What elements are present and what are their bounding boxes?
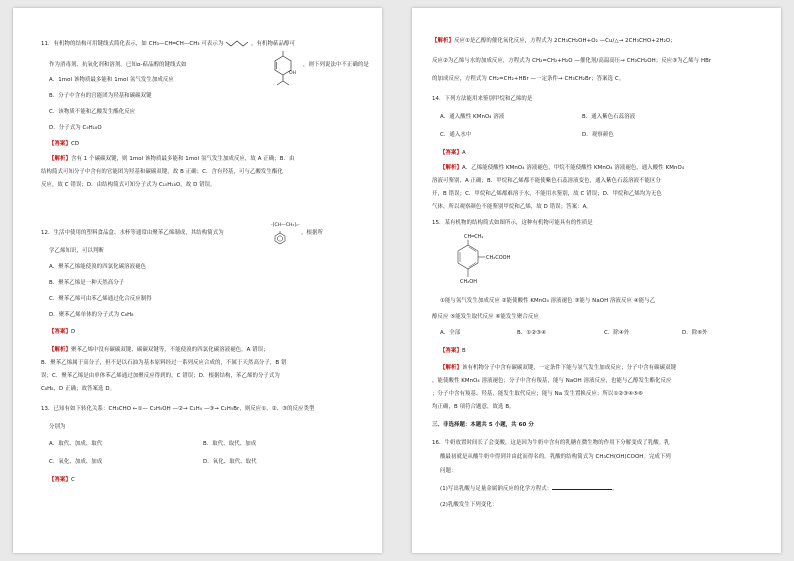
q14-answer: 【答案】A: [440, 150, 466, 156]
document-page-left: [13, 8, 382, 553]
q11-stem-line1: 11．有机物的结构可用键线式简化表示，如 CH₃—CH═CH—CH₃ 可表示为 ，有机物萜品醇可: [41, 41, 295, 47]
q14-explanation-line3: 开，B 错误；C．甲烷和乙烯都难溶于水，不能用水鉴别，故 C 错误；D．甲烷和乙烯均为无色: [432, 191, 662, 197]
q13-explanation-line1: 【解析】反应①是乙醇的催化氧化反应，方程式为 2CH₃CH₂OH+O₂ —Cu/△→ 2CH₃CHO+2H₂O；: [432, 38, 676, 44]
q16-stem-line2: 酸最初就是从酸牛奶中得到并由此而得名的。乳酸的结构简式为 CH₃CH(OH)COOH。完成下列: [440, 454, 671, 460]
q12-stem-line1-end: 。根据所: [301, 230, 323, 236]
q12-option-c: C．聚苯乙烯可由苯乙烯通过化合反应制得: [49, 296, 152, 302]
q11-explanation-line3: 反应，故 C 错误；D．由结构简式可知分子式为 C₁₀H₁₈O，故 D 错误。: [41, 182, 216, 188]
butene-skeletal-icon: [225, 40, 249, 47]
q15-explanation-line2: ，能使酸性 KMnO₄ 溶液褪色；分子中含有羧基，能与 NaOH 溶液反应，也能与乙醇发生酯化反应: [432, 378, 672, 384]
q12-explanation-line2: B．聚苯乙烯属于高分子，但不是以石油为基本原料经过一系列反应合成的，不属于天然高分子，B 错: [41, 360, 287, 366]
q13-option-d: D．氧化、取代、取代: [203, 459, 257, 465]
q15-benzene-structure-icon: [452, 240, 486, 280]
q12-explanation-line3: 误；C．聚苯乙烯是由单体苯乙烯通过加聚反应得到的，C 错误；D．根据结构，苯乙烯的分子式为: [41, 373, 280, 379]
q11-answer: 【答案】CD: [49, 141, 80, 147]
q12-explanation-line1: 【解析】聚苯乙烯中没有碳碳双键、碳碳双键等，不能使溴的四氯化碳溶液褪色，A 错误；: [49, 347, 269, 353]
q13-stem-line1: 13．已知有如下转化关系：CH₃CHO ←①— C₂H₅OH —②→ C₂H₄ —③→ C₂H₅Br，则反应①、②、③的反应类型: [41, 406, 315, 412]
q13-explanation-line3: 的加成反应，方程式为 CH₂=CH₂+HBr —一定条件→ CH₃CH₂Br；答案选 C。: [432, 76, 625, 82]
q13-option-a: A．取代、加成、取代: [49, 441, 103, 447]
q15-substituent-vinyl: CH═CH₂: [464, 234, 484, 240]
q14-option-c: C．通入水中: [440, 132, 472, 138]
q15-explanation-line1: 【解析】该有机物分子中含有碳碳双键，一定条件下能与氢气发生加成反应；分子中含有碳碳双键: [440, 365, 677, 371]
q11-stem-line2: 作为消毒剂、抗氧化剂和溶剂。已知α-萜品醇的键线式如: [49, 62, 187, 68]
q11-option-c: C．该物质不能和乙酸发生酯化反应: [49, 109, 136, 115]
q12-option-b: B．聚苯乙烯是一种天然高分子: [49, 280, 125, 286]
q11-explanation-line1: 【解析】含有 1 个碳碳双键，则 1mol 该物质最多能和 1mol 氢气发生加成反应，故 A 正确；B．由: [49, 156, 295, 162]
q13-stem-line2: 分别为: [49, 424, 66, 430]
q11-stem-line2-end: ，则下列说法中不正确的是: [303, 62, 369, 68]
q15-properties-line1: ①能与氢气发生加成反应 ②能使酸性 KMnO₄ 溶液褪色 ③能与 NaOH 溶液反应 ④能与乙: [440, 298, 656, 304]
terpineol-structure-icon: [266, 50, 300, 88]
q14-stem: 14．下列方法能用来鉴别甲烷和乙烯的是: [432, 96, 533, 102]
q11-option-b: B．分子中含有的官能团为羟基和碳碳双键: [49, 93, 152, 99]
q12-stem-line2: 学乙烯知识，可以判断: [49, 248, 104, 254]
q13-answer: 【答案】C: [49, 477, 75, 483]
document-page-right: [412, 8, 781, 553]
q15-explanation-line4: 均正确，B 项符合题意，故选 B。: [432, 404, 515, 410]
q15-substituent-alcohol: CH₂OH: [460, 279, 477, 285]
q13-explanation-line2: 反应②为乙烯与水的加成反应，方程式为 CH₂=CH₂+H₂O —催化剂/高温高压→ CH₃CH₂OH；反应③为乙烯与 HBr: [432, 58, 712, 64]
terpineol-oh-label: OH: [289, 71, 297, 76]
q16-answer-blank[interactable]: [552, 484, 612, 490]
benzene-ring-icon: [273, 231, 287, 245]
q13-option-b: B．取代、取代、加成: [203, 441, 257, 447]
q16-stem-line1: 16．牛奶放置时间长了会变酸，这是因为牛奶中含有的乳糖在微生物的作用下分解变成了乳酸。乳: [432, 440, 670, 446]
q15-substituent-acid: CH₂COOH: [486, 255, 511, 261]
q13-option-c: C．氧化、加成、加成: [49, 459, 103, 465]
q15-option-c: C．除④外: [604, 330, 630, 336]
q12-stem-line1: 12．生活中使用的塑料食品盒、水杯等通常由聚苯乙烯制成，其结构简式为: [41, 230, 224, 236]
section-three-heading: 三、非选择题：本题共 5 小题，共 60 分: [432, 422, 534, 428]
q12-explanation-line4: C₈H₈，D 正确；故答案选 D。: [41, 386, 116, 392]
q12-option-d: D．聚苯乙烯单体的分子式为 C₈H₈: [49, 312, 134, 318]
q16-stem-line3: 问题：: [440, 468, 457, 474]
q14-option-d: D．观察颜色: [582, 132, 614, 138]
q14-explanation-line2: 溶液可鉴别，A 正确；B．甲烷和乙烯都不能使紫色石蕊溶液变色，通入紫色石蕊溶液不能区分: [432, 178, 662, 184]
q11-option-a: A．1mol 该物质最多能和 1mol 氢气发生加成反应: [49, 77, 174, 83]
q14-explanation-line1: 【解析】A．乙烯能使酸性 KMnO₄ 溶液褪色，甲烷不能使酸性 KMnO₄ 溶液褪色，通入酸性 KMnO₄: [440, 165, 685, 171]
q15-explanation-line3: ；分子中含有羧基、羟基，能发生取代反应；能与 Na 发生置换反应；所以①②③④⑤⑥: [432, 391, 643, 397]
q15-option-d: D．除⑥外: [682, 330, 708, 336]
q15-answer: 【答案】B: [440, 348, 466, 354]
q11-option-d: D．分子式为 C₉H₁₈O: [49, 125, 102, 131]
q14-option-b: B．通入紫色石蕊溶液: [582, 114, 636, 120]
q14-explanation-line4: 气体，所以观察颜色不能鉴别甲烷和乙烯，故 D 错误；答案：A。: [432, 204, 592, 210]
q12-option-a: A．聚苯乙烯能使溴的四氯化碳溶液褪色: [49, 264, 147, 270]
q11-explanation-line2: 结构简式可知分子中含有的官能团为羟基和碳碳双键，故 B 正确；C．含有羟基，可与乙酸发生酯化: [41, 169, 283, 175]
q14-option-a: A．通入酸性 KMnO₄ 溶液: [440, 114, 505, 120]
q15-option-b: B．①②③④: [517, 330, 547, 336]
q15-properties-line2: 醇反应 ⑤能发生取代反应 ⑥能发生聚合反应: [432, 314, 539, 320]
q15-option-a: A．全部: [440, 330, 461, 336]
q16-question-2: (2)乳酸发生下列变化：: [440, 502, 498, 508]
polystyrene-formula: -[CH—CH₂]ₙ-: [271, 223, 300, 228]
q15-stem: 15．某有机物的结构简式如图所示，这种有机物可能具有的性质是: [432, 220, 593, 226]
q12-answer: 【答案】D: [49, 329, 76, 335]
q16-question-1: (1)写出乳酸与足量金属钠反应的化学方程式： 。: [440, 486, 618, 492]
